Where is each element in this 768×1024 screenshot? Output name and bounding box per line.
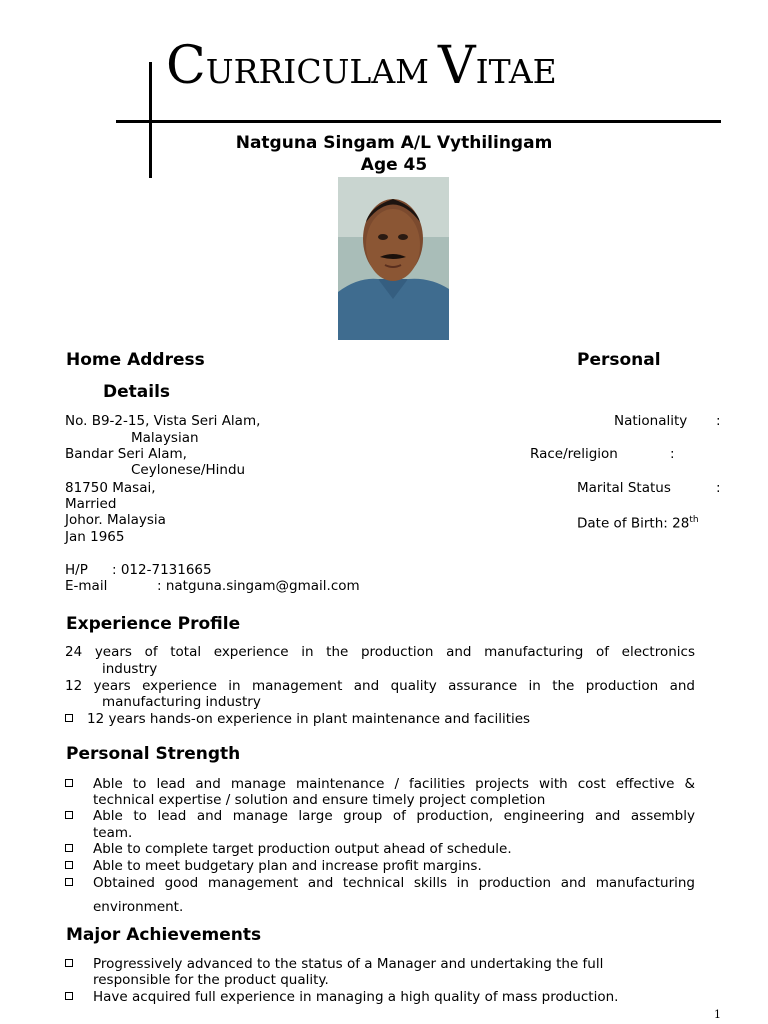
strength-item-2-text: Able to lead and manage large group of production, engineering and assembly — [93, 808, 695, 824]
bullet-icon — [65, 861, 73, 869]
strength-item-2 — [65, 808, 87, 824]
hp-value: : 012-7131665 — [112, 562, 212, 578]
email-label: E-mail — [65, 578, 108, 594]
strength-item-1-cont: technical expertise / solution and ensure timely project completion — [93, 792, 546, 808]
strength-item-5-text: Obtained good management and technical skills in production and manufacturing — [93, 875, 695, 891]
bullet-icon — [65, 779, 73, 787]
achievement-item-1 — [65, 956, 87, 972]
dob-suffix: th — [689, 515, 699, 525]
address-line-3: 81750 Masai, — [65, 480, 156, 496]
marital-label: Marital Status — [577, 480, 671, 496]
personal-details-heading-cont: Details — [103, 382, 171, 402]
achievements-heading: Major Achievements — [66, 925, 262, 945]
personal-details-heading: Personal — [577, 350, 661, 370]
candidate-age: Age 45 — [360, 155, 428, 175]
person-portrait-icon — [338, 177, 449, 340]
bullet-icon — [65, 714, 73, 722]
strength-item-1 — [65, 776, 87, 792]
strength-item-5-cont: environment. — [93, 899, 184, 915]
strength-item-4-text: Able to meet budgetary plan and increase profit margins. — [93, 858, 482, 874]
bullet-icon — [65, 992, 73, 1000]
header-horizontal-rule — [116, 120, 721, 123]
bullet-icon — [65, 878, 73, 886]
bullet-icon — [65, 844, 73, 852]
race-label: Race/religion — [530, 446, 618, 462]
dob-label: Date of Birth — [577, 515, 664, 532]
strength-item-3-text: Able to complete target production output ahead of schedule. — [93, 841, 512, 857]
experience-item-1: 24 years of total experience in the production and manufacturing of electronics — [65, 644, 695, 660]
strength-item-3 — [65, 841, 87, 857]
race-value: Ceylonese/Hindu — [131, 462, 246, 478]
experience-item-2-cont: manufacturing industry — [102, 694, 261, 710]
strength-item-4 — [65, 858, 87, 874]
experience-item-1-cont: industry — [102, 661, 158, 677]
page-number: 1 — [714, 1008, 721, 1021]
dob-rest: Jan 1965 — [65, 529, 125, 545]
achievement-item-1-text: Progressively advanced to the status of a Manager and undertaking the full — [93, 956, 604, 972]
achievement-item-2 — [65, 989, 87, 1005]
profile-photo — [338, 177, 449, 340]
email-value[interactable]: : natguna.singam@gmail.com — [157, 578, 360, 594]
home-address-heading: Home Address — [66, 350, 205, 370]
strength-item-5 — [65, 875, 87, 891]
strength-item-1-text: Able to lead and manage maintenance / facilities projects with cost effective & — [93, 776, 695, 792]
experience-heading: Experience Profile — [66, 614, 241, 634]
document-title: CURRICULAM VITAE — [166, 36, 557, 96]
marital-value: Married — [65, 496, 117, 512]
experience-item-2: 12 years experience in management and quality assurance in the production and — [65, 678, 695, 694]
dob-row — [577, 512, 699, 532]
candidate-name: Natguna Singam A/L Vythilingam — [235, 133, 553, 153]
address-line-1: No. B9-2-15, Vista Seri Alam, — [65, 413, 261, 429]
race-colon: : — [670, 446, 675, 462]
marital-colon: : — [716, 480, 721, 496]
address-line-4: Johor. Malaysia — [65, 512, 166, 528]
strength-item-2-cont: team. — [93, 825, 133, 841]
bullet-icon — [65, 811, 73, 819]
achievement-item-1-cont: responsible for the product quality. — [93, 972, 329, 988]
nationality-label: Nationality — [614, 413, 688, 429]
bullet-icon — [65, 959, 73, 967]
strength-heading: Personal Strength — [66, 744, 241, 764]
experience-item-3: 12 years hands-on experience in plant maintenance and facilities — [65, 711, 530, 727]
hp-label: H/P — [65, 562, 88, 578]
achievement-item-2-text: Have acquired full experience in managing a high quality of mass production. — [93, 989, 619, 1005]
address-line-2: Bandar Seri Alam, — [65, 446, 187, 462]
nationality-value: Malaysian — [131, 430, 199, 446]
dob-value: : 28 — [663, 515, 690, 532]
nationality-colon: : — [716, 413, 721, 429]
